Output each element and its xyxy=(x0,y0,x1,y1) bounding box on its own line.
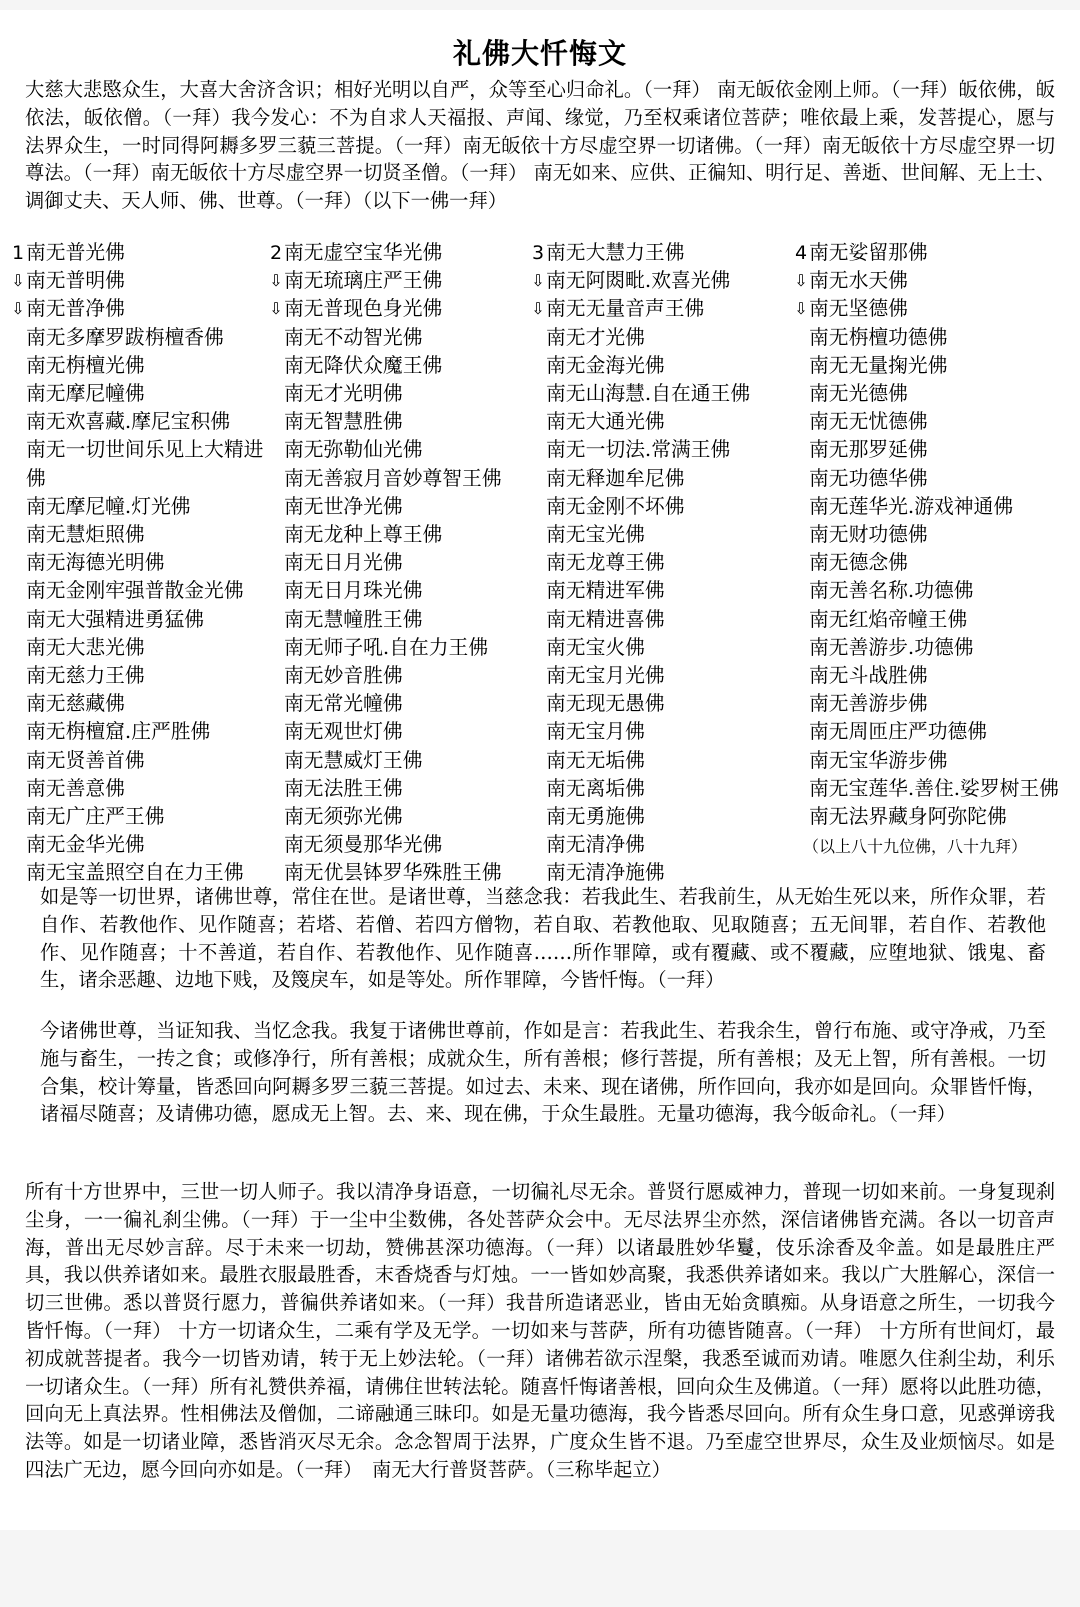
buddha-column-1 xyxy=(10,239,275,888)
buddha-name-text: 南无金华光佛 xyxy=(26,833,145,857)
buddha-name-item xyxy=(530,380,790,408)
buddha-name-text: 南无勇施佛 xyxy=(546,805,645,829)
buddha-name-item xyxy=(793,465,1068,493)
buddha-name-text: 南无善游步佛 xyxy=(809,692,928,716)
buddha-name-item xyxy=(793,803,1068,831)
buddha-name-item xyxy=(10,690,275,718)
buddha-name-item xyxy=(530,606,790,634)
buddha-name-item xyxy=(268,549,528,577)
buddha-name-text: 南无离垢佛 xyxy=(546,776,645,800)
buddha-name-item xyxy=(530,295,790,323)
buddha-name-text: 南无常光幢佛 xyxy=(284,692,403,716)
down-arrow-icon: ⇩ xyxy=(531,271,545,291)
buddha-name-item xyxy=(268,803,528,831)
buddha-name-item xyxy=(530,577,790,605)
buddha-name-text: 南无周匝庄严功德佛 xyxy=(809,720,988,744)
dedication-paragraph: 今诸佛世尊，当证知我、当忆念我。我复于诸佛世尊前，作如是言：若我此生、若我余生，曾行布施、或守净戒，乃至施与畜生，一抟之食；或修净行，所有善根；成就众生，所有善根；修行菩提，所有善根；及无上智，所有善根。一切合集，校计筹量，皆悉回向阿耨多罗三藐三菩提。如过去、未来、现在诸佛，所作回向，我亦如是回向。众罪皆忏悔，诸福尽随喜；及请佛功德，愿成无上智。去、来、现在佛，于众生最胜。无量功德海，我今皈命礼。（一拜） xyxy=(40,1019,1046,1126)
buddha-name-item xyxy=(793,718,1068,746)
buddha-name-item xyxy=(530,408,790,436)
column-number: 1 xyxy=(11,242,25,264)
buddha-name-item xyxy=(10,267,275,295)
buddha-name-text: 南无优昙钵罗华殊胜王佛 xyxy=(284,861,502,885)
buddha-name-item xyxy=(530,465,790,493)
buddha-name-text: 南无虚空宝华光佛 xyxy=(284,241,443,264)
buddha-name-item xyxy=(793,295,1068,323)
buddha-name-text: 南无大强精进勇猛佛 xyxy=(26,607,205,631)
buddha-name-item xyxy=(268,775,528,803)
buddha-name-text: 南无琉璃庄严王佛 xyxy=(284,269,443,293)
buddha-name-item xyxy=(530,324,790,352)
buddha-name-text: 南无精进军佛 xyxy=(546,579,665,603)
buddha-name-item xyxy=(530,775,790,803)
buddha-name-item xyxy=(268,606,528,634)
buddha-name-item xyxy=(793,690,1068,718)
buddha-name-text: 南无无忧德佛 xyxy=(809,410,928,434)
buddha-name-item xyxy=(10,606,275,634)
repentance-paragraph: 如是等一切世界，诸佛世尊，常住在世。是诸世尊，当慈念我：若我此生、若我前生，从无始生死以来，所作众罪，若自作、若教他作、见作随喜；若塔、若僧、若四方僧物，若自取、若教他取、见取随喜；五无间罪，若自作、若教他作、见作随喜；十不善道，若自作、若教他作、见作随喜……所作罪障，或有覆藏、或不覆藏，应堕地狱、饿鬼、畜生，诸余恶趣、边地下贱，及篾戾车，如是等处。所作罪障，今皆忏悔。（一拜） xyxy=(40,885,1046,992)
buddha-name-text: 南无慧幢胜王佛 xyxy=(284,607,423,631)
buddha-name-item xyxy=(10,408,275,436)
down-arrow-icon: ⇩ xyxy=(531,299,545,319)
buddha-name-item xyxy=(530,634,790,662)
buddha-name-item xyxy=(268,690,528,718)
buddha-column-3 xyxy=(530,239,790,888)
buddha-name-item xyxy=(10,239,275,267)
buddha-name-item xyxy=(10,521,275,549)
buddha-name-text: 南无善名称.功德佛 xyxy=(809,579,974,603)
buddha-name-item xyxy=(268,408,528,436)
buddha-name-text: 南无法胜王佛 xyxy=(284,776,403,800)
buddha-name-text: 南无山海慧.自在通王佛 xyxy=(546,382,751,406)
buddha-name-item xyxy=(268,352,528,380)
column-number: 2 xyxy=(269,242,283,264)
buddha-name-text: 南无普光佛 xyxy=(26,241,125,264)
buddha-name-text: 南无阿閦毗.欢喜光佛 xyxy=(546,269,731,293)
buddha-name-item xyxy=(10,493,275,521)
buddha-name-text: 南无龙种上尊王佛 xyxy=(284,523,443,547)
buddha-name-item xyxy=(10,718,275,746)
buddha-name-text: 南无不动智光佛 xyxy=(284,325,423,349)
buddha-name-item xyxy=(530,352,790,380)
down-arrow-icon: ⇩ xyxy=(794,271,808,291)
buddha-name-text: 南无功德华佛 xyxy=(809,466,928,490)
buddha-name-item xyxy=(268,295,528,323)
buddha-name-text: 南无大慧力王佛 xyxy=(546,241,685,264)
buddha-name-text: 南无一切法.常满王佛 xyxy=(546,438,731,462)
column-number: 3 xyxy=(531,242,545,264)
buddha-name-text: 南无宝莲华.善住.娑罗树王佛 xyxy=(809,776,1059,800)
buddha-name-item xyxy=(793,775,1068,803)
buddha-name-item xyxy=(10,831,275,859)
buddha-name-item xyxy=(10,549,275,577)
buddha-name-item xyxy=(268,239,528,267)
buddha-name-item xyxy=(268,521,528,549)
buddha-name-text: 南无宝光佛 xyxy=(546,523,645,547)
buddha-name-item xyxy=(793,577,1068,605)
buddha-name-text: 南无世净光佛 xyxy=(284,494,403,518)
buddha-name-text: 南无日月光佛 xyxy=(284,551,403,575)
buddha-column-2 xyxy=(268,239,528,888)
buddha-name-text: 南无宝华游步佛 xyxy=(809,748,948,772)
buddha-name-item xyxy=(268,634,528,662)
buddha-name-item xyxy=(10,295,275,323)
buddha-name-text: 南无降伏众魔王佛 xyxy=(284,353,443,377)
buddha-name-item xyxy=(530,549,790,577)
buddha-name-item xyxy=(793,380,1068,408)
buddha-name-text: 南无坚德佛 xyxy=(809,297,908,321)
buddha-name-item xyxy=(530,239,790,267)
buddha-name-item xyxy=(268,436,528,464)
buddha-column-4 xyxy=(793,239,1068,861)
buddha-name-text: 南无金海光佛 xyxy=(546,353,665,377)
buddha-name-item xyxy=(530,436,790,464)
buddha-name-text: 南无多摩罗跋栴檀香佛 xyxy=(26,325,224,349)
buddha-name-item xyxy=(268,267,528,295)
buddha-name-text: 南无金刚牢强普散金光佛 xyxy=(26,579,244,603)
down-arrow-icon: ⇩ xyxy=(269,271,283,291)
buddha-count-note: （以上八十九位佛，八十九拜） xyxy=(803,837,1028,857)
buddha-name-text: 南无龙尊王佛 xyxy=(546,551,665,575)
buddha-name-text: 南无慈力王佛 xyxy=(26,664,145,688)
buddha-name-item xyxy=(268,465,528,493)
intro-paragraph: 大慈大悲愍众生，大喜大舍济含识；相好光明以自严，众等至心归命礼。（一拜） 南无皈依金刚上师。（一拜）皈依佛，皈依法，皈依僧。（一拜）我今发心：不为自求人天福报、声闻、缘觉，乃至权乘诸位菩萨；唯依最上乘，发菩提心，愿与法界众生，一时同得阿耨多罗三藐三菩提。（一拜）南无皈依十方尽虚空界一切诸佛。（一拜）南无皈依十方尽虚空界一切尊法。（一拜）南无皈依十方尽虚空界一切贤圣僧。（一拜） 南无如来、应供、正徧知、明行足、善逝、世间解、无上士、调御丈夫、天人师、佛、世尊。（一拜）（以下一佛一拜） xyxy=(25,78,1055,213)
buddha-name-item xyxy=(268,493,528,521)
buddha-name-text: 南无普净佛 xyxy=(26,297,125,321)
buddha-name-text: 南无智慧胜佛 xyxy=(284,410,403,434)
buddha-name-item xyxy=(793,352,1068,380)
buddha-name-text: 南无无垢佛 xyxy=(546,748,645,772)
buddha-name-text: 南无海德光明佛 xyxy=(26,551,165,575)
buddha-name-item xyxy=(10,577,275,605)
buddha-name-text: 南无欢喜藏.摩尼宝积佛 xyxy=(26,410,231,434)
buddha-name-text: 南无摩尼幢佛 xyxy=(26,382,145,406)
buddha-name-text: 南无德念佛 xyxy=(809,551,908,575)
buddha-name-text: 南无莲华光.游戏神通佛 xyxy=(809,494,1014,518)
buddha-name-text: 南无普明佛 xyxy=(26,269,125,293)
buddha-name-item xyxy=(10,352,275,380)
buddha-name-item xyxy=(793,606,1068,634)
buddha-name-text: 南无大悲光佛 xyxy=(26,635,145,659)
buddha-name-item xyxy=(268,380,528,408)
buddha-name-item xyxy=(530,662,790,690)
buddha-name-text: 南无光德佛 xyxy=(809,382,908,406)
buddha-name-text: 南无财功德佛 xyxy=(809,523,928,547)
down-arrow-icon: ⇩ xyxy=(11,299,25,319)
buddha-name-text: 南无广庄严王佛 xyxy=(26,805,165,829)
buddha-name-text: 南无法界藏身阿弥陀佛 xyxy=(809,805,1007,829)
buddha-name-item xyxy=(10,380,275,408)
buddha-name-text: 南无宝火佛 xyxy=(546,635,645,659)
buddha-name-item xyxy=(10,803,275,831)
buddha-name-text: 南无善游步.功德佛 xyxy=(809,635,974,659)
down-arrow-icon: ⇩ xyxy=(269,299,283,319)
buddha-name-item xyxy=(530,718,790,746)
down-arrow-icon: ⇩ xyxy=(794,299,808,319)
down-arrow-icon: ⇩ xyxy=(11,271,25,291)
buddha-name-text: 南无贤善首佛 xyxy=(26,748,145,772)
buddha-name-text: 南无清净佛 xyxy=(546,833,645,857)
buddha-name-item xyxy=(268,831,528,859)
buddha-name-text: 南无清净施佛 xyxy=(546,861,665,885)
buddha-name-item xyxy=(10,634,275,662)
buddha-name-item xyxy=(793,521,1068,549)
buddha-name-item xyxy=(268,577,528,605)
buddha-name-item xyxy=(530,493,790,521)
buddha-name-text: 南无善意佛 xyxy=(26,776,125,800)
buddha-name-item xyxy=(530,521,790,549)
buddha-name-text: 南无才光佛 xyxy=(546,325,645,349)
buddha-name-text: 南无那罗延佛 xyxy=(809,438,928,462)
buddha-name-item xyxy=(793,662,1068,690)
buddha-name-text: 南无妙音胜佛 xyxy=(284,664,403,688)
buddha-name-item xyxy=(793,239,1068,267)
buddha-name-text: 南无精进喜佛 xyxy=(546,607,665,631)
buddha-name-text: 南无现无愚佛 xyxy=(546,692,665,716)
buddha-name-item xyxy=(793,267,1068,295)
buddha-name-item xyxy=(793,408,1068,436)
buddha-name-text: 南无才光明佛 xyxy=(284,382,403,406)
buddha-name-text: 南无宝月佛 xyxy=(546,720,645,744)
buddha-name-text: 南无金刚不坏佛 xyxy=(546,494,685,518)
buddha-name-item xyxy=(530,831,790,859)
buddha-name-item xyxy=(268,324,528,352)
document-page xyxy=(0,10,1080,1530)
buddha-name-item xyxy=(10,662,275,690)
buddha-name-item xyxy=(530,267,790,295)
buddha-name-text: 南无大通光佛 xyxy=(546,410,665,434)
column-number: 4 xyxy=(794,242,808,264)
buddha-name-text: 南无斗战胜佛 xyxy=(809,664,928,688)
buddha-name-item xyxy=(793,634,1068,662)
buddha-name-item xyxy=(10,324,275,352)
buddha-name-text: 南无观世灯佛 xyxy=(284,720,403,744)
buddha-name-item xyxy=(793,493,1068,521)
buddha-name-text: 南无释迦牟尼佛 xyxy=(546,466,685,490)
buddha-name-text: 南无一切世间乐见上大精进佛 xyxy=(26,438,264,490)
buddha-name-text: 南无普现色身光佛 xyxy=(284,297,443,321)
buddha-name-text: 南无娑留那佛 xyxy=(809,241,928,264)
buddha-name-item xyxy=(10,747,275,775)
buddha-name-item xyxy=(530,747,790,775)
buddha-name-item xyxy=(793,747,1068,775)
buddha-name-text: 南无须弥光佛 xyxy=(284,805,403,829)
buddha-name-text: 南无慧炬照佛 xyxy=(26,523,145,547)
buddha-name-text: 南无师子吼.自在力王佛 xyxy=(284,635,489,659)
buddha-name-text: 南无慈藏佛 xyxy=(26,692,125,716)
buddha-name-text: 南无慧威灯王佛 xyxy=(284,748,423,772)
buddha-name-text: 南无栴檀窟.庄严胜佛 xyxy=(26,720,211,744)
buddha-name-item xyxy=(268,718,528,746)
buddha-name-item xyxy=(268,747,528,775)
buddha-name-text: 南无摩尼幢.灯光佛 xyxy=(26,494,191,518)
buddha-name-item xyxy=(530,803,790,831)
buddha-name-item xyxy=(530,690,790,718)
buddha-name-text: 南无红焰帝幢王佛 xyxy=(809,607,968,631)
buddha-name-text: 南无无量掬光佛 xyxy=(809,353,948,377)
buddha-name-text: 南无栴檀光佛 xyxy=(26,353,145,377)
buddha-name-text: 南无弥勒仙光佛 xyxy=(284,438,423,462)
buddha-name-text: 南无无量音声王佛 xyxy=(546,297,705,321)
buddha-name-text: 南无栴檀功德佛 xyxy=(809,325,948,349)
buddha-name-item xyxy=(793,436,1068,464)
buddha-name-text: 南无须曼那华光佛 xyxy=(284,833,443,857)
buddha-name-text: 南无宝盖照空自在力王佛 xyxy=(26,861,244,885)
buddha-name-text: 南无日月珠光佛 xyxy=(284,579,423,603)
buddha-name-item xyxy=(793,324,1068,352)
samantabhadra-verses-paragraph: 所有十方世界中，三世一切人师子。我以清净身语意，一切徧礼尽无余。普贤行愿威神力，普现一切如来前。一身复现刹尘身，一一徧礼刹尘佛。（一拜）于一尘中尘数佛，各处菩萨众会中。无尽法界尘亦然，深信诸佛皆充满。各以一切音声海，普出无尽妙言辞。尽于未来一切劫，赞佛甚深功德海。（一拜）以诸最胜妙华鬘，伎乐涂香及伞盖。如是最胜庄严具，我以供养诸如来。最胜衣服最胜香，末香烧香与灯烛。一一皆如妙高聚，我悉供养诸如来。我以广大胜解心，深信一切三世佛。悉以普贤行愿力，普徧供养诸如来。（一拜）我昔所造诸恶业，皆由无始贪瞋痴。从身语意之所生，一切我今皆忏悔。（一拜） 十方一切诸众生，二乘有学及无学。一切如来与菩萨，所有功德皆随喜。（一拜） 十方所有世间灯，最初成就菩提者。我今一切皆劝请，转于无上妙法轮。（一拜）诸佛若欲示涅槃，我悉至诚而劝请。唯愿久住刹尘劫，利乐一切诸众生。（一拜）所有礼赞供养福，请佛住世转法轮。随喜忏悔诸善根，回向众生及佛道。（一拜）愿将以此胜功德，回向无上真法界。性相佛法及僧伽，二谛融通三昧印。如是无量功德海，我今皆悉尽回向。所有众生身口意，见惑弹谤我法等。如是一切诸业障，悉皆消灭尽无余。念念智周于法界，广度众生皆不退。乃至虚空世界尽，众生及业烦恼尽。如是四法广无边，愿今回向亦如是。（一拜） 南无大行普贤菩萨。（三称毕起立） xyxy=(25,1180,1055,1481)
buddha-name-item xyxy=(10,436,275,492)
buddha-name-text: 南无宝月光佛 xyxy=(546,664,665,688)
buddha-name-item xyxy=(268,662,528,690)
buddha-name-text: 南无水天佛 xyxy=(809,269,908,293)
buddha-name-text: 南无善寂月音妙尊智王佛 xyxy=(284,466,502,490)
document-title: 礼佛大忏悔文 xyxy=(452,37,627,70)
buddha-name-item xyxy=(793,549,1068,577)
buddha-name-item xyxy=(10,775,275,803)
